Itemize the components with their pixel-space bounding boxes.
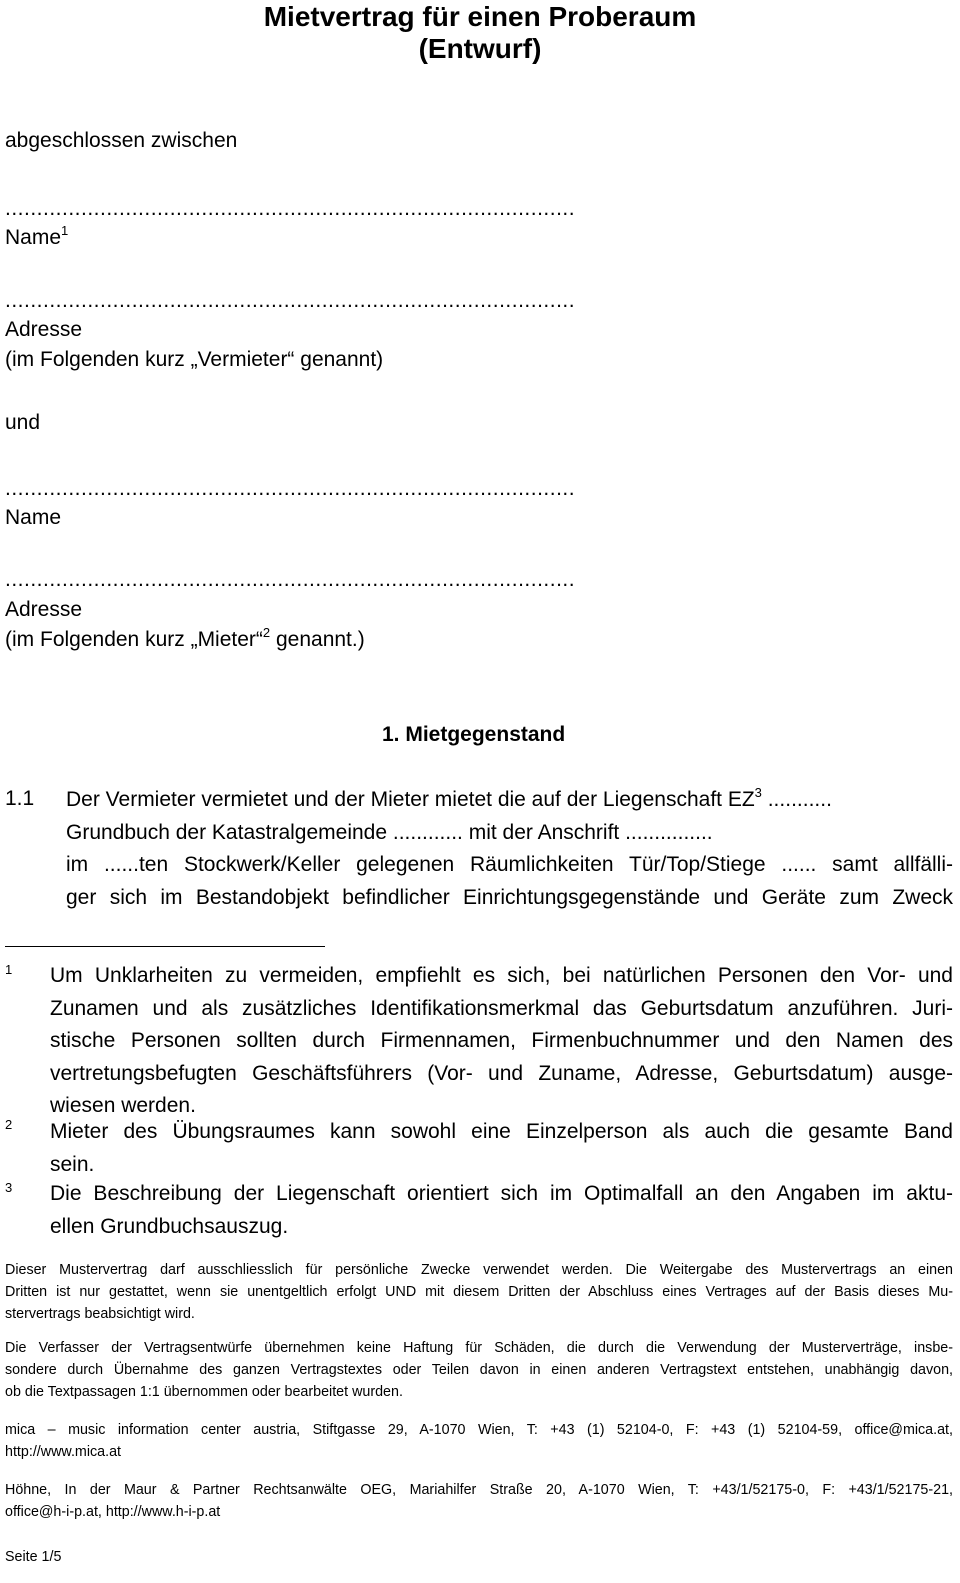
footnote-line: vertretungsbefugten Geschäftsführers (Vor- und Zuname, Adresse, Geburtsdatum) ausge- [50, 1061, 953, 1085]
section-paragraph [66, 784, 953, 914]
paragraph-line: im ......ten Stockwerk/Keller gelegenen Räumlichkeiten Tür/Top/Stiege ...... samt allfälli- [66, 853, 953, 876]
page-number: Seite 1/5 [5, 1549, 62, 1565]
contact-line: Höhne, In der Maur & Partner Rechtsanwälte OEG, Mariahilfer Straße 20, A-1070 Wien, T: +43/1/52175-0, F: +43/1/52175-21, [5, 1482, 953, 1498]
disclaimer-line: Die Verfasser der Vertragsentwürfe übernehmen keine Haftung für Schäden, die durch die Verwendung der Musterverträge, insbe- [5, 1340, 953, 1356]
footnote-3 [50, 1178, 953, 1243]
footnote-line: sein. [50, 1152, 95, 1176]
usage-disclaimer [5, 1259, 953, 1325]
footnote-line: wiesen werden. [50, 1094, 196, 1117]
party2-name-blank: .......................................................................................... [5, 477, 576, 500]
party1-role: (im Folgenden kurz „Vermieter“ genannt) [5, 348, 384, 371]
footnote-ref-2: 2 [262, 625, 271, 640]
footnote-1 [50, 960, 953, 1123]
footnote-mark: 2 [5, 1117, 13, 1132]
and-text: und [5, 411, 41, 434]
footnote-mark: 3 [5, 1180, 13, 1195]
liability-disclaimer [5, 1337, 953, 1403]
disclaimer-line: Dieser Mustervertrag darf ausschliesslich für persönliche Zwecke verwendet werden. Die Weitergabe des Mustervertrags an einen [5, 1262, 953, 1278]
contact-line: office@h-i-p.at, http://www.h-i-p.at [5, 1504, 221, 1520]
paragraph-line: Grundbuch der Katastralgemeinde ............ mit der Anschrift ............... [66, 820, 713, 844]
intro-text: abgeschlossen zwischen [5, 129, 238, 152]
disclaimer-line: Dritten ist nur gestattet, wenn sie unentgeltlich erfolgt UND mit diesem Dritten der Abschluss eines Vertrages auf der Basis dieses Mu- [5, 1284, 953, 1300]
footnote-ref-3: 3 [754, 785, 762, 800]
party2-name-label: Name [5, 506, 62, 529]
footnote-divider [5, 946, 325, 947]
section-number: 1.1 [5, 787, 35, 810]
footnote-line: ellen Grundbuchsauszug. [50, 1214, 289, 1238]
party2-role: (im Folgenden kurz „Mieter“$^2$ genannt.) [5, 625, 365, 651]
disclaimer-line: stervertrags beabsichtigt wird. [5, 1306, 195, 1322]
party1-name-label: Name$^1$ [5, 223, 69, 249]
footnote-2 [50, 1116, 953, 1181]
law-firm-contact [5, 1479, 953, 1523]
party1-address-blank: .......................................................................................... [5, 289, 576, 312]
document-title: Mietvertrag für einen Proberaum [263, 1, 697, 32]
footnote-line: Die Beschreibung der Liegenschaft orientiert sich im Optimalfall an den Angaben im aktu- [50, 1182, 953, 1205]
footnote-line: stische Personen sollten durch Firmennamen, Firmenbuchnummer und den Namen des [50, 1029, 953, 1052]
party1-address-label: Adresse [5, 318, 83, 341]
document-subtitle: (Entwurf) [418, 33, 542, 64]
footnote-line: Um Unklarheiten zu vermeiden, empfiehlt es sich, bei natürlichen Personen den Vor- und [50, 964, 953, 987]
footnote-line: Zunamen und als zusätzliches Identifikationsmerkmal das Geburtsdatum anzuführen. Juri- [50, 996, 953, 1020]
paragraph-line: ger sich im Bestandobjekt befindlicher Einrichtungsgegenstände und Geräte zum Zweck [66, 885, 953, 909]
party2-address-label: Adresse [5, 598, 83, 621]
footnote-line: Mieter des Übungsraumes kann sowohl eine Einzelperson als auch die gesamte Band [50, 1120, 953, 1143]
footnote-mark: 1 [5, 962, 13, 977]
contact-line: mica – music information center austria, Stiftgasse 29, A-1070 Wien, T: +43 (1) 52104-0, F: +43 (1) 52104-59, office@mica.at, [5, 1422, 953, 1438]
party1-name-blank: .......................................................................................... [5, 197, 576, 220]
contact-line: http://www.mica.at [5, 1444, 122, 1460]
section-heading: 1. Mietgegenstand [382, 723, 566, 746]
paragraph-line: Der Vermieter vermietet und der Mieter mietet die auf der Liegenschaft $EZ^3$ ........... [66, 785, 832, 811]
party2-address-blank: .......................................................................................... [5, 568, 576, 591]
disclaimer-line: ob die Textpassagen 1:1 übernommen oder bearbeitet wurden. [5, 1384, 403, 1400]
mica-contact [5, 1419, 953, 1463]
footnote-ref-1: 1 [61, 223, 69, 238]
disclaimer-line: sondere durch Übernahme des ganzen Vertragstextes oder Teilen davon in einen anderen Vertragstext entstehen, unabhängig davon, [5, 1362, 953, 1378]
